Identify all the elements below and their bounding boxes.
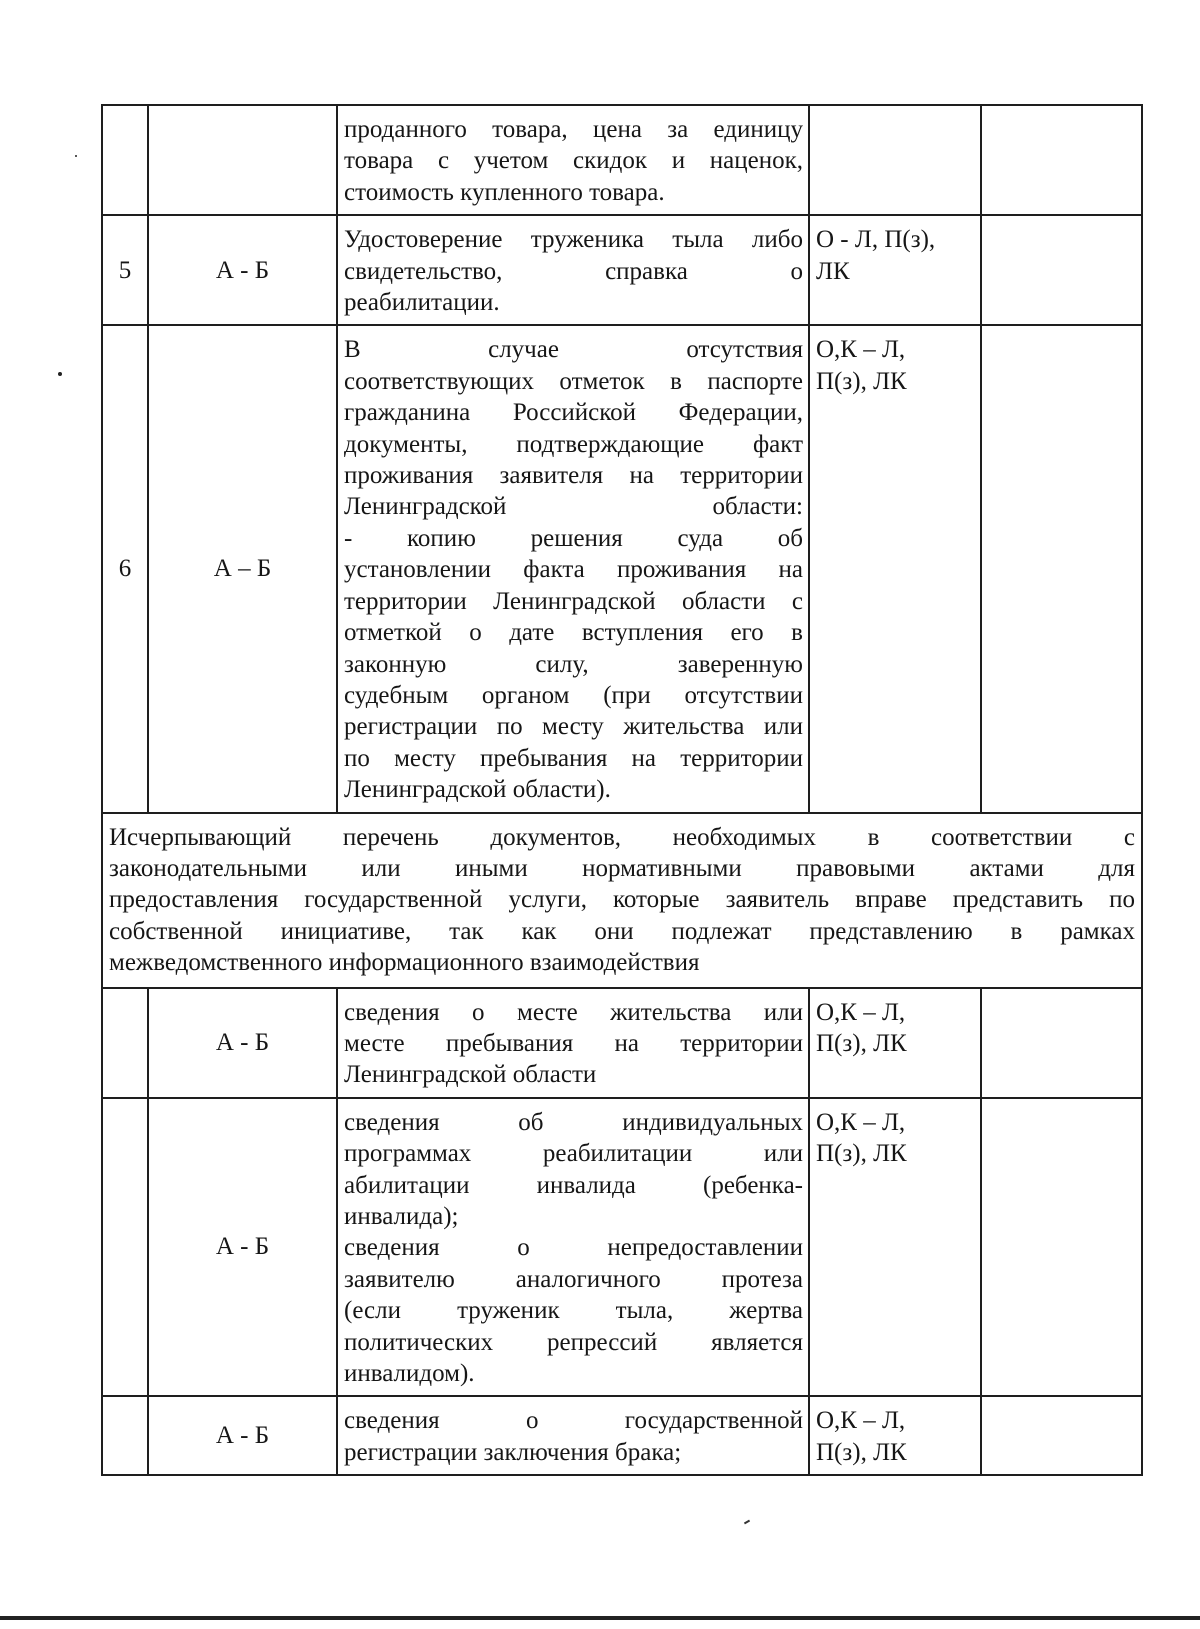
section-heading-line: законодательными или иными нормативными правовыми актами для	[109, 854, 1135, 882]
submission-form-cell	[809, 105, 981, 215]
section-heading-line: собственной инициативе, так как они подлежат представлению в рамках	[109, 917, 1135, 945]
row-number-cell: 5	[102, 215, 148, 325]
description-line: документы, подтверждающие факт	[344, 430, 803, 458]
submission-form-cell	[809, 215, 981, 325]
description-line: заявителю аналогичного протеза	[344, 1265, 803, 1293]
description-line: проживания заявителя на территории	[344, 462, 803, 490]
document-description-cell	[337, 215, 809, 325]
note-cell	[981, 1396, 1142, 1475]
scan-bottom-edge	[0, 1616, 1200, 1620]
description-line: регистрации по месту жительства или	[344, 713, 803, 741]
submission-form-cell	[809, 1098, 981, 1397]
submission-form-cell	[809, 988, 981, 1098]
row-number-cell	[102, 988, 148, 1098]
description-line: стоимость купленного товара.	[344, 178, 665, 206]
description-line: реабилитации.	[344, 289, 500, 317]
form-line: П(з), ЛК	[816, 1140, 907, 1168]
table-row	[102, 1098, 1142, 1397]
description-line: сведения о месте жительства или	[344, 998, 803, 1026]
description-line: регистрации заключения брака;	[344, 1438, 682, 1466]
document-description-cell	[337, 1396, 809, 1475]
form-line: П(з), ЛК	[816, 367, 907, 395]
document-description-cell	[337, 1098, 809, 1397]
description-line: гражданина Российской Федерации,	[344, 399, 803, 427]
description-line: программах реабилитации или	[344, 1140, 803, 1168]
description-line: - копию решения суда об	[344, 524, 803, 552]
form-line: П(з), ЛК	[816, 1029, 907, 1057]
description-line: В случае отсутствия	[344, 336, 803, 364]
description-line: отметкой о дате вступления его в	[344, 619, 803, 647]
description-line: законную силу, заверенную	[344, 650, 803, 678]
description-line: товара с учетом скидок и наценок,	[344, 147, 803, 175]
table-row	[102, 1396, 1142, 1475]
applicant-category-cell	[148, 105, 337, 215]
documents-table	[101, 104, 1143, 1476]
description-line: абилитации инвалида (ребенка-	[344, 1171, 803, 1199]
note-cell	[981, 325, 1142, 812]
form-line: О,К – Л,	[816, 336, 906, 364]
description-line: территории Ленинградской области с	[344, 587, 803, 615]
description-line: месте пребывания на территории	[344, 1029, 803, 1057]
note-cell	[981, 1098, 1142, 1397]
description-line: политических репрессий является	[344, 1328, 803, 1356]
document-description-cell	[337, 325, 809, 812]
form-line: ЛК	[816, 257, 850, 285]
description-line: соответствующих отметок в паспорте	[344, 367, 803, 395]
applicant-category-cell: А - Б	[148, 1098, 337, 1397]
form-line: П(з), ЛК	[816, 1438, 907, 1466]
table-row	[102, 215, 1142, 325]
row-number-cell	[102, 1396, 148, 1475]
table-row	[102, 105, 1142, 215]
table-body-after	[102, 988, 1142, 1476]
note-cell	[981, 988, 1142, 1098]
applicant-category-cell: А – Б	[148, 325, 337, 812]
section-heading	[102, 813, 1142, 988]
form-line: О,К – Л,	[816, 1407, 906, 1435]
applicant-category-cell: А - Б	[148, 988, 337, 1098]
submission-form-cell	[809, 1396, 981, 1475]
description-line: инвалидом).	[344, 1360, 475, 1388]
table-row	[102, 988, 1142, 1098]
scan-speck	[75, 155, 77, 157]
description-line: проданного товара, цена за единицу	[344, 116, 803, 143]
description-line: Ленинградской области:	[344, 493, 803, 521]
section-heading-line: предоставления государственной услуги, которые заявитель вправе представить по	[109, 886, 1135, 914]
applicant-category-cell: А - Б	[148, 215, 337, 325]
scan-speck	[58, 372, 62, 376]
description-line: судебным органом (при отсутствии	[344, 681, 803, 709]
applicant-category-cell: А - Б	[148, 1396, 337, 1475]
description-line: Ленинградской области	[344, 1061, 597, 1089]
table-body-before	[102, 105, 1142, 813]
document-description-cell	[337, 988, 809, 1098]
form-line: О,К – Л,	[816, 1108, 906, 1136]
table-row	[102, 325, 1142, 812]
note-cell	[981, 105, 1142, 215]
description-line: сведения о государственной	[344, 1407, 803, 1435]
description-line: установлении факта проживания на	[344, 556, 803, 584]
row-number-cell: 6	[102, 325, 148, 812]
description-line: Удостоверение труженика тыла либо	[344, 226, 803, 254]
table-section	[102, 813, 1142, 988]
form-line: О,К – Л,	[816, 998, 906, 1026]
description-line: инвалида);	[344, 1203, 459, 1230]
section-heading-row	[102, 813, 1142, 988]
description-line: свидетельство, справка о	[344, 257, 803, 285]
document-description-cell	[337, 105, 809, 215]
section-heading-line: Исчерпывающий перечень документов, необходимых в соответствии с	[109, 823, 1135, 851]
description-line: сведения о непредоставлении	[344, 1234, 803, 1262]
description-line: сведения об индивидуальных	[344, 1108, 803, 1136]
row-number-cell	[102, 1098, 148, 1397]
row-number-cell	[102, 105, 148, 215]
submission-form-cell	[809, 325, 981, 812]
description-line: (если труженик тыла, жертва	[344, 1297, 803, 1325]
section-heading-line: межведомственного информационного взаимодействия	[109, 949, 700, 977]
scan-mark	[744, 1520, 750, 1525]
description-line: по месту пребывания на территории	[344, 744, 803, 772]
description-line: Ленинградской области).	[344, 776, 611, 804]
form-line: О - Л, П(з),	[816, 226, 936, 254]
note-cell	[981, 215, 1142, 325]
